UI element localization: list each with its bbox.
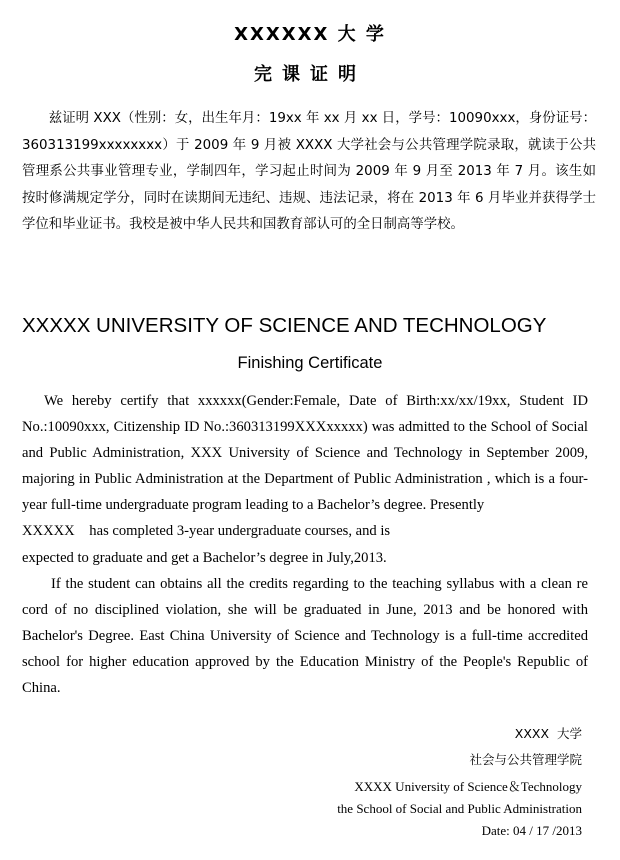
- english-subtitle: Finishing Certificate: [237, 354, 383, 372]
- english-body: [22, 388, 588, 701]
- english-paragraph-2: If the student can obtains all the credits regarding to the teaching syllabus with a clean re cord of no disciplined violation, she will be graduated in June, 2013 and be honored with Bachelor's Degree. East China University of Science and Technology is a full-time accredited school for higher education approved by the Education Ministry of the People's Republic of China.: [22, 575, 588, 697]
- english-paragraph-1: We hereby certify that xxxxxx(Gender:Female, Date of Birth:xx/xx/19xx, Student ID No.:10090xxx, Citizenship ID No.:360313199XXXxxxxx) was admitted to the School of Social and Public Administration, XXX University of Science and Technology in September 2009, majoring in Public Administration at the Department of Public Administration , which is a four-year full-time undergraduate program leading to a Bachelor’s degree. Presently: [22, 393, 588, 514]
- chinese-subtitle: 完课证明: [254, 64, 366, 85]
- chinese-body: [22, 106, 596, 239]
- signature-en-university: XXXX University of Science＆Technology: [354, 779, 582, 794]
- signature-date: Date: 04 / 17 /2013: [481, 823, 582, 838]
- english-title: XXXXX UNIVERSITY OF SCIENCE AND TECHNOLOGY: [22, 314, 547, 337]
- english-line-completed: XXXXX has completed 3-year undergraduate courses, and is: [22, 523, 391, 540]
- english-line-expected: expected to graduate and get a Bachelor’s degree in July,2013.: [22, 549, 387, 566]
- signature-cn-school: 社会与公共管理学院: [469, 752, 582, 767]
- chinese-paragraph: 兹证明 XXX（性别：女，出生年月：19xx 年 xx 月 xx 日，学号：10090xxx，身份证号：360313199xxxxxxxx）于 2009 年 9 月被 XXXX 大学社会与公共管理学院录取，就读于公共管理系公共事业管理专业，学制四年，学习起止时间为 2009 年 9 月至 2013 年 7 月。该生如按时修满规定学分，同时在读期间无违纪、违规、违法记录，将在 2013 年 6 月毕业并获得学士学位和毕业证书。我校是被中华人民共和国教育部认可的全日制高等学校。: [22, 111, 596, 233]
- signature-cn-university: XXXX 大学: [514, 726, 582, 741]
- chinese-title: XXXXXX 大 学: [234, 24, 386, 45]
- signature-en-school: the School of Social and Public Administration: [337, 801, 582, 816]
